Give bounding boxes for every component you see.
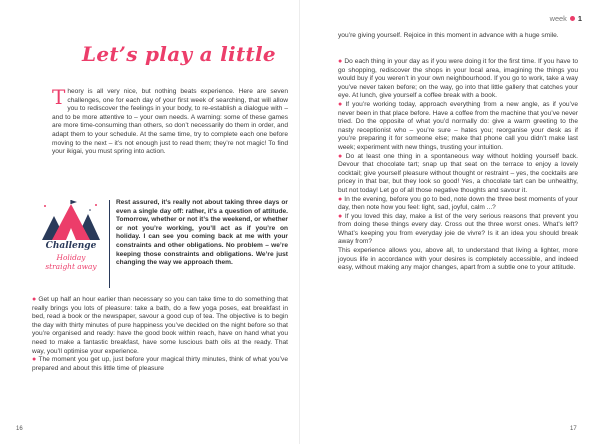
challenge-divider xyxy=(109,200,110,288)
right-continuation: you’re giving yourself. Rejoice in this moment in advance with a huge smile. xyxy=(338,32,559,39)
closing-text: This experience allows you, above all, to understand that living a lighter, more joyous life in accordance with your desires is completely accessible, and indeed easy, without making any major changes, apart from a subtle one to your attitude. xyxy=(338,247,578,272)
week-label: week xyxy=(549,14,567,23)
dot-bullet-icon: ● xyxy=(338,100,344,108)
closing-paragraph xyxy=(338,247,578,273)
list-item-text: The moment you get up, just before your magical thirty minutes, think of what you’ve prepared and about this little time of pleasure xyxy=(32,356,288,372)
challenge-label: Challenge xyxy=(45,241,97,251)
dot-bullet-icon: ● xyxy=(32,356,37,364)
list-item xyxy=(338,101,578,153)
challenge-subtitle xyxy=(36,253,106,271)
challenge-subtitle-line-2: straight away xyxy=(45,262,97,271)
list-item-text: In the evening, before you go to bed, note down the three best moments of your day, then note how you feel: light, sad, joyful, calm ...? xyxy=(338,195,578,212)
intro-paragraph xyxy=(52,85,288,157)
dot-bullet-icon: ● xyxy=(338,195,343,203)
list-item-text: Do at least one thing in a spontaneous way without holding yourself back. Devour that chocolate tart; snap up that seat on the terrace to enjoy a lovely cocktail; give yourself pleasure without thought or restraint – yes, the cocktails are pricey in that bar, but they look so good! Yes, a chocolate tart can be unhealthy, but not today! Let go of all those negative thoughts and savour it. xyxy=(338,152,578,194)
list-item xyxy=(338,153,578,196)
week-number: 1 xyxy=(577,14,582,23)
list-item xyxy=(32,356,288,373)
tent-mountains-icon xyxy=(40,200,102,242)
page-number-right: 17 xyxy=(570,426,577,432)
challenge-subtitle-line-1: Holiday xyxy=(56,253,86,262)
list-item xyxy=(338,58,578,101)
list-item-text: If you loved this day, make a list of the very serious reasons that prevent you from doing these things every day. Cross out the three worst ones. What’s left? What’s keeping you from everyday joie de vivre? Is it an idea you should break away from? xyxy=(338,212,578,246)
list-item-text: Get up half an hour earlier than necessary so you can take time to do something that really brings you lots of pleasure: take a bath, do a few yoga poses, eat breakfast in bed, read a book or the newspaper, savour a good cup of tea. The objective is to begin the day with thirty minutes of pure happiness you’ve decided on the night before so that you’re organised and ready: have the good book within reach, have on hand what you need to make a fantastic breakfast, have some luscious bath oils at the ready. That way, you’ll optimise your experience. xyxy=(32,296,288,355)
list-item xyxy=(338,213,578,247)
page-number-left: 16 xyxy=(16,426,23,432)
dot-bullet-icon: ● xyxy=(338,212,343,220)
list-item-text: Do each thing in your day as if you were doing it for the first time. If you have to go shopping, rediscover the shops in your local area, imagining the things you would buy if you weren’t in your own neighbourhood. If you go to work, take a way you’ve never taken before; on the way, go into that little gallery that catches your eye. At lunch, give yourself a coffee break with a book. xyxy=(338,58,578,100)
page-title: Let’s play a little xyxy=(82,42,276,66)
intro-text: heory is all very nice, but nothing beats experience. Here are seven challenges, one for each day of your first week of searching, that will allow you to rediscover the feelings in your body, to re-establish a dialogue with – and to be more attentive to – your own needs. A warning: some of these games are more time-consuming than others, so don’t necessarily do them in order, and adapt them to your schedule. At the same time, try to complete each one before moving to the next – it’s not enough just to read them; they’re not magic! To find your ikigai, you must spring into action. xyxy=(52,88,288,156)
left-bullet-list xyxy=(32,296,288,373)
list-item-text: If you’re working today, approach everything from a new angle, as if you’ve never been in that place before. Have a coffee from the machine that you’ve never tried. Do the opposite of what you’d normally do: give a warm greeting to the nasty receptionist who – you’re sure – hates you; reorganise your desk as if you’re preparing it for someone else; make that phone call you didn’t make last week; experiment with new things, trusting your intuition. xyxy=(338,100,578,151)
right-bullet-list xyxy=(338,58,578,273)
list-item xyxy=(32,296,288,356)
drop-cap: T xyxy=(52,85,66,109)
dot-bullet-icon: ● xyxy=(338,58,343,65)
dot-bullet-icon: ● xyxy=(338,152,344,160)
challenge-text: Rest assured, it’s really not about taking three days or even a single day off: rather, it’s a question of attitude. Tomorrow, whether or not it’s the weekend, or whether or not you’re working, you’ll act as if you’re on holiday. I can see you coming back at me with your constraints and other obligations. No problem – we’re keeping those constraints and obligations. We’re just changing the way we approach them. xyxy=(116,199,288,267)
challenge-badge xyxy=(36,200,106,290)
list-item xyxy=(338,196,578,213)
dot-bullet-icon: ● xyxy=(32,296,37,303)
